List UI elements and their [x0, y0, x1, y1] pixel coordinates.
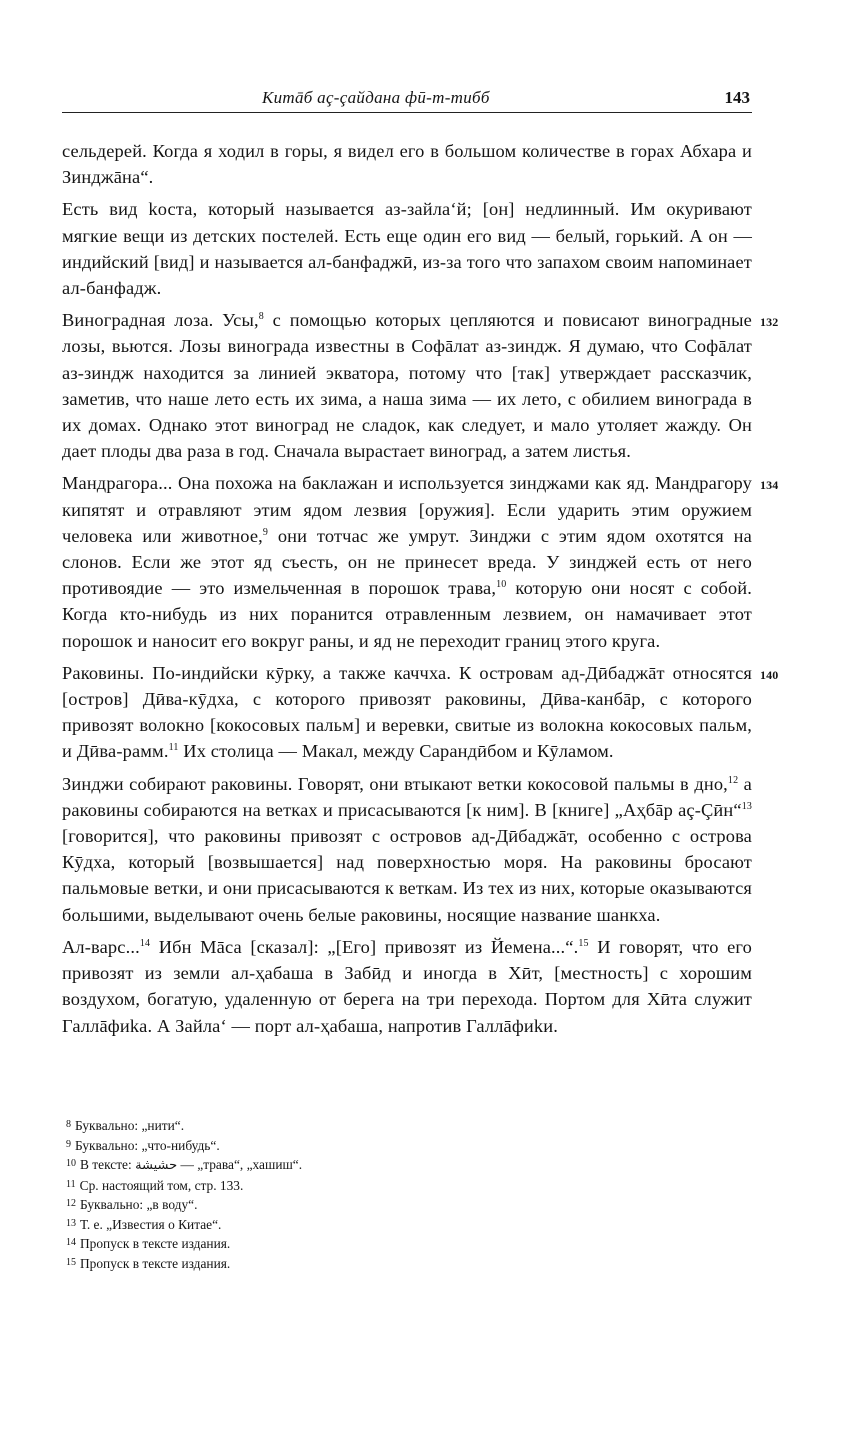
footnote: [66, 1234, 752, 1254]
paragraph: [62, 771, 752, 928]
paragraph-text: Их столица — Макал, между Сарандӣбом и Кӯламом.: [178, 741, 614, 762]
running-title: Китāб аç-çайдана фӣ-т-тибб: [262, 88, 490, 107]
margin-page-ref: 132: [760, 315, 779, 330]
footnote: [66, 1254, 752, 1274]
paragraph: [62, 934, 752, 1039]
margin-page-ref: 140: [760, 667, 779, 682]
footnote: [66, 1136, 752, 1156]
running-header: [62, 84, 752, 113]
footnote: [66, 1116, 752, 1136]
footnote-ref: 8: [258, 311, 264, 323]
paragraph-text: которую они носят с собой. Когда кто-нибудь из них поранится отравленным лезвием, он намачивает этот порошок и наносит его вокруг раны, и яд не переходит границ этого круга.: [62, 578, 752, 651]
paragraph-text: Есть вид kоста, который называется аз-зайла‘й; [он] недлинный. Им окуривают мягкие вещи из детских постелей. Есть еще один его вид — белый, горький. А он — индийский [вид] и называется ал-банфаджӣ, из-за того что запахом своим напоминает ал-банфадж.: [62, 199, 752, 299]
footnote-number: 14: [66, 1237, 76, 1248]
footnote-number: 9: [66, 1138, 71, 1150]
footnote-ref: 15: [578, 937, 589, 949]
footnote-ref: 14: [139, 937, 151, 949]
footnote-number: 10: [66, 1158, 76, 1169]
arabic-word: حشيشة: [135, 1158, 178, 1173]
paragraph-text: И говорят, что его привозят из земли ал-ҳабаша в Забӣд и иногда в Хӣт, [местность] с хорошим воздухом, богатую, удаленную от берега на три перехода. Портом для Хӣта служит Галлāфиkа. А Зайла‘ — порт ал-ҳабаша, напротив Галлāфиkи.: [62, 936, 752, 1036]
paragraph: [62, 307, 779, 464]
page-number: 143: [724, 88, 750, 107]
paragraph: [62, 470, 779, 653]
footnote-number: 8: [66, 1119, 71, 1130]
paragraph-text: Мандрагора... Она похожа на баклажан и используется зинджами как яд. Мандрагору кипятят и отравляют этим ядом лезвия [оружия]. Если ударить этим оружием человека или животное,: [62, 473, 752, 546]
footnote-number: 12: [66, 1198, 76, 1209]
footnote-ref: 10: [496, 579, 507, 591]
footnotes: [62, 1116, 752, 1273]
footnote-ref: 9: [262, 526, 269, 538]
footnote-number: 11: [66, 1178, 76, 1190]
footnote-text: Пропуск в тексте издания.: [80, 1236, 231, 1251]
footnote-text: Буквально: „нити“.: [75, 1118, 185, 1133]
paragraph-text: Ал-варс...: [62, 936, 140, 957]
footnote-number: 13: [66, 1217, 76, 1229]
footnote-text: Ср. настоящий том, стр. 133.: [79, 1177, 244, 1193]
paragraph-text: [говорится], что раковины привозят с островов ад-Дӣбаджāт, особенно с острова Кӯдха, который [возвышается] над поверхностью моря. На раковины бросают пальмовые ветки, и они присасываются к веткам. Из тех из них, которые оказываются большими, выделывают очень белые раковины, носящие название шанкха.: [62, 826, 752, 925]
footnote: [66, 1195, 752, 1215]
footnote-text: Т. е. „Известия о Китае“.: [80, 1216, 222, 1232]
footnote-number: 15: [66, 1256, 76, 1268]
margin-page-ref: 134: [760, 478, 779, 493]
footnote-ref: 11: [168, 742, 179, 754]
footnote-text: — „трава“, „хашиш“.: [177, 1157, 303, 1172]
main-text: [62, 138, 779, 1045]
paragraph-text: Раковины. По-индийски кӯрку, а также каччха. К островам ад-Дӣбаджāт относятся [остров] Дӣва-кӯдха, с которого привозят раковины, Дӣва-канбāр, с которого привозят волокно [кокосовых пальм] и веревки, свитые из волокна кокосовых пальм, и Дӣва-рамм.: [62, 662, 752, 762]
paragraph-text: они тотчас же умрут. Зинджи с этим ядом охотятся на слонов. Если же этот яд съесть, он не принесет вреда. У зинджей есть от него противоядие — это измельченная в порошок трава,: [62, 525, 752, 599]
footnote-text: Пропуск в тексте издания.: [80, 1255, 231, 1271]
paragraph-text: а раковины собираются на ветках и присасываются [к ним]. В [книге] „Аҳбāр аç-Çӣн“: [62, 773, 752, 820]
footnote: [66, 1155, 752, 1176]
footnote-text: Буквально: „что-нибудь“.: [75, 1137, 220, 1153]
footnote-text: Буквально: „в воду“.: [80, 1197, 198, 1212]
paragraph-text: Виноградная лоза. Усы,: [62, 310, 259, 331]
footnote-ref: 13: [741, 800, 752, 812]
footnote: [66, 1176, 752, 1196]
paragraph-text: сельдерей. Когда я ходил в горы, я видел его в большом количестве в горах Абхара и Зинджāна“.: [62, 141, 752, 188]
paragraph: [62, 196, 752, 301]
paragraph-text: Ибн Мāса [сказал]: „[Его] привозят из Йемена...“.: [150, 936, 579, 957]
paragraph: [62, 138, 752, 190]
paragraph-text: с помощью которых цепляются и повисают виноградные лозы, вьются. Лозы винограда известны в Софāлат аз-зиндж. Я думаю, что Софāлат аз-зиндж находится за линией экватора, потому что [так] утверждает рассказчик, заметив, что наше лето есть их зима, а наша зима — их лето, с обилием винограда в их домах. Однако этот виноград не сладок, как следует, и мало утоляет жажду. Он дает плоды два раза в год. Сначала вырастает виноград, а затем листья.: [62, 310, 752, 462]
footnote-text: В тексте:: [80, 1157, 136, 1172]
footnote-ref: 12: [727, 774, 739, 786]
paragraph: [62, 660, 779, 765]
footnote: [66, 1215, 752, 1235]
paragraph-text: Зинджи собирают раковины. Говорят, они втыкают ветки кокосовой пальмы в дно,: [62, 773, 728, 794]
